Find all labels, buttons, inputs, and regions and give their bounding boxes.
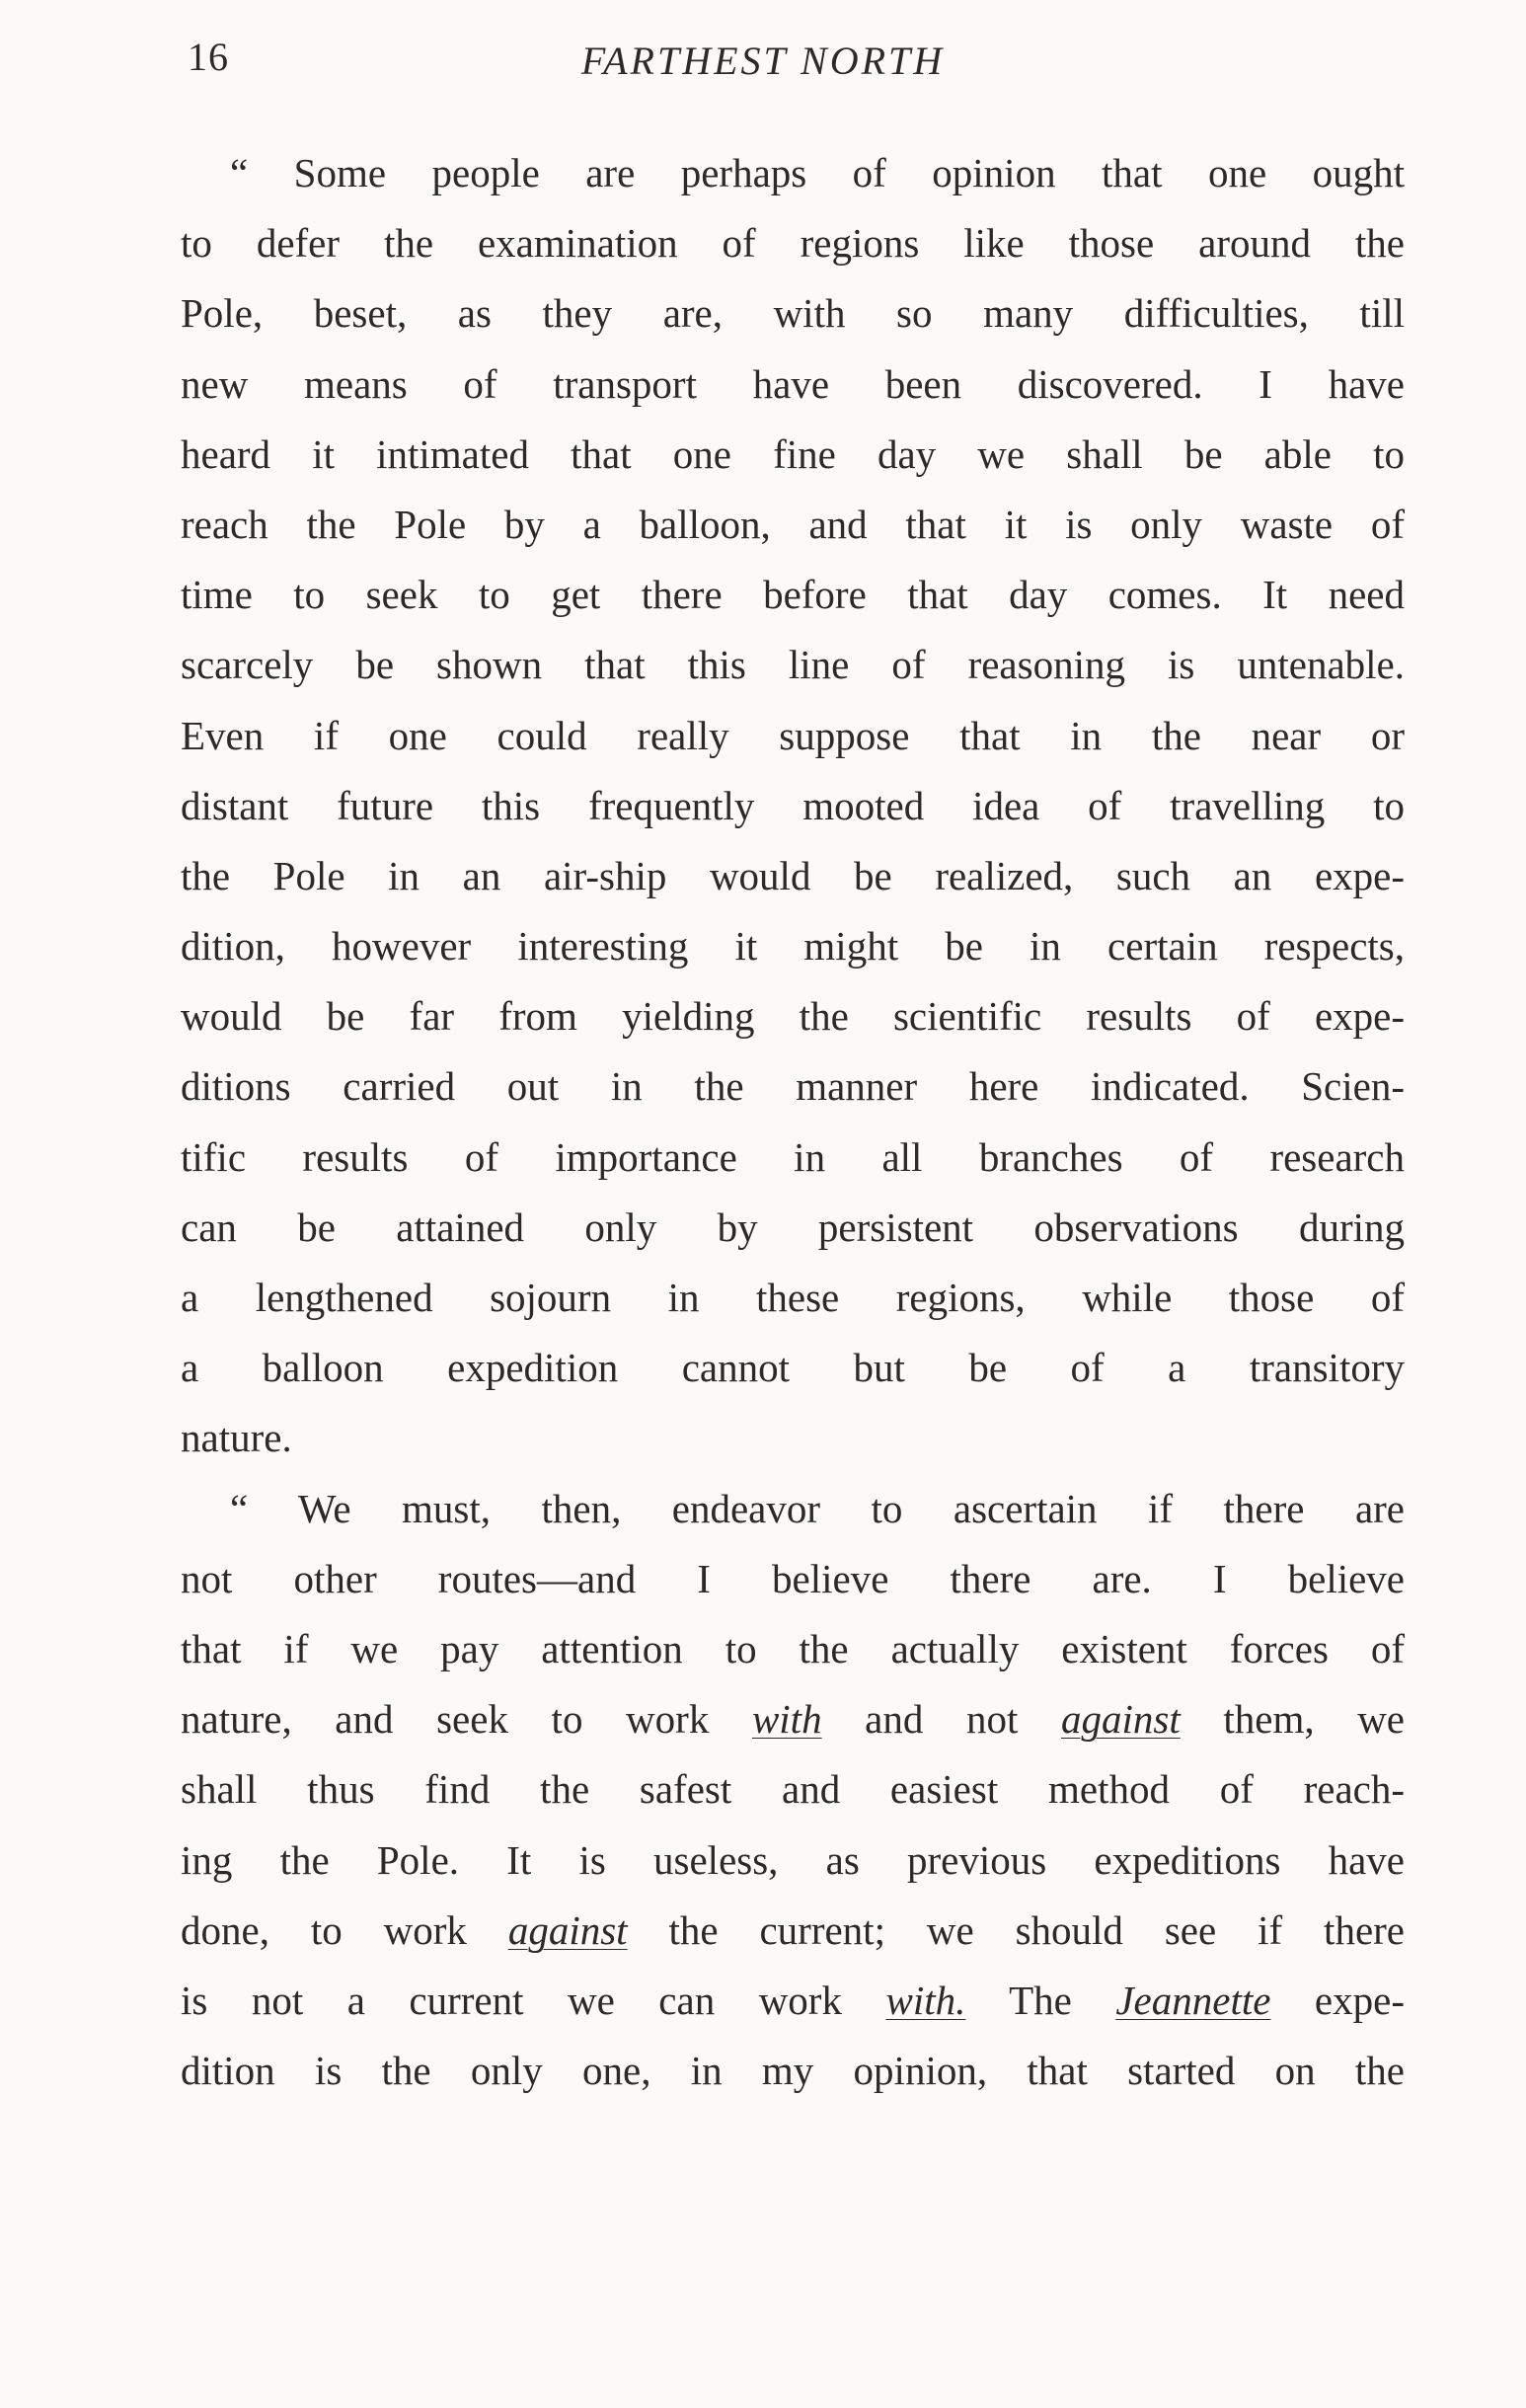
body-text: [181, 138, 1405, 2106]
text-line: not other routes—and I believe there are. I believe: [181, 1555, 1405, 1601]
text-line: “ Some people are perhaps of opinion that one ought: [230, 150, 1405, 195]
italic-word: against: [1061, 1696, 1181, 1743]
text-segment: them, we: [1180, 1696, 1405, 1743]
text-line: a lengthened sojourn in these regions, while those of: [181, 1275, 1405, 1320]
text-segment: is not a current we can work: [181, 1977, 886, 2023]
text-line: dition is the only one, in my opinion, that started on the: [181, 2048, 1405, 2094]
text-line: a balloon expedition cannot but be of a transitory: [181, 1345, 1405, 1391]
italic-ship-name: Jeannette: [1115, 1977, 1271, 2023]
text-line: [181, 1966, 1405, 2036]
text-line: dition, however interesting it might be in certain respects,: [181, 923, 1405, 970]
text-line: distant future this frequently mooted idea of travelling to: [181, 782, 1405, 828]
text-line: heard it intimated that one fine day we shall be able to: [181, 430, 1405, 477]
text-line: reach the Pole by a balloon, and that it is only waste of: [181, 501, 1405, 547]
text-line: that if we pay attention to the actually existent forces of: [181, 1625, 1405, 1671]
text-segment: expe-: [1270, 1977, 1405, 2023]
italic-word: with.: [885, 1977, 966, 2023]
text-line: to defer the examination of regions like those around the: [181, 220, 1405, 267]
paragraph-1: [181, 138, 1405, 1474]
text-segment: and not: [821, 1696, 1061, 1743]
text-line: Pole, beset, as they are, with so many difficulties, till: [181, 290, 1405, 337]
paragraph-2: [181, 1474, 1405, 2107]
text-line: ing the Pole. It is useless, as previous expeditions have: [181, 1836, 1405, 1883]
text-line: can be attained only by persistent observations during: [181, 1204, 1405, 1250]
text-line: [181, 1684, 1405, 1754]
text-line: would be far from yielding the scientific results of expe-: [181, 993, 1405, 1040]
text-segment: The: [965, 1977, 1116, 2023]
text-line: Even if one could really suppose that in the near or: [181, 712, 1405, 758]
text-line: [181, 1896, 1405, 1966]
running-title: FARTHEST NORTH: [580, 39, 946, 83]
text-line: “ We must, then, endeavor to ascertain if there are: [230, 1485, 1405, 1531]
text-line: time to seek to get there before that day comes. It need: [181, 572, 1405, 618]
text-line: nature.: [181, 1415, 292, 1461]
italic-word: against: [507, 1906, 628, 1953]
text-line: new means of transport have been discovered. I have: [181, 360, 1405, 407]
text-segment: the current; we should see if there: [627, 1906, 1405, 1953]
page-number: 16: [188, 35, 229, 79]
text-line: scarcely be shown that this line of reasoning is untenable.: [181, 642, 1405, 688]
text-line: shall thus find the safest and easiest method of reach-: [181, 1766, 1405, 1813]
text-line: tific results of importance in all branches of research: [181, 1133, 1405, 1180]
italic-word: with: [751, 1696, 822, 1743]
text-line: ditions carried out in the manner here indicated. Scien-: [181, 1063, 1405, 1110]
text-line: the Pole in an air-ship would be realized, such an expe-: [181, 852, 1405, 898]
text-segment: nature, and seek to work: [181, 1696, 752, 1743]
text-segment: done, to work: [181, 1906, 508, 1953]
